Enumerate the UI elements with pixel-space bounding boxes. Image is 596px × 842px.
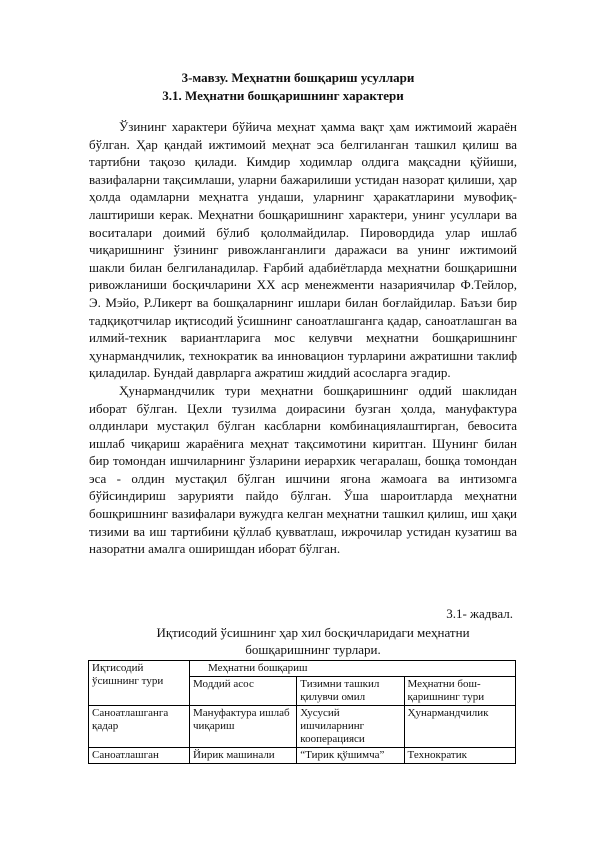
paragraph: Ўзининг характери бўйича меҳнат ҳамма вақт ҳам ижтимоий жараён бўлган. Ҳар қандай ижтимоий меҳнат эса белгиланган ташкил қилиш ва тартибни тақозо қилади. Кимдир ходимлар олдига мақсадни қўйиши, вазифаларни тақсимлаши, уларни бажарилиши устидан назорат қилиши, ҳар ҳолда одамларни меҳнатга ундаши, уларнинг ҳаракатларини мувофиқ- лаштириши керак. Меҳнатни бошқаришнинг характери, унинг усуллари ва воситалари доимий бўлиб қололмайдилар. Пировордида улар ишлаб чиқаришнинг ўзининг ривожланганлиги даражаси ва унинг ижтимоий шакли билан белгиланадилар. Ғарбий адабиётларда меҳнатни бошқаришни ривожланиши босқичларини ХХ аср менежменти назариячилар Ф.Тейлор, Э. Мэйо, Р.Ликерт ва бошқаларнинг ишлари билан боғлайдилар. Баъзи бир тадқиқотчилар иқтисодий ўсишнинг саноатлашганга қадар, саноатлашган ва илмий-техник вариантларига мос келувчи меҳнатни бошқаришнинг ҳунармандчилик, технократик ва инновацион турларини ажратишни таклиф қиладилар. Бундай даврларга ажратиш жиддий асосларга эгадир. <box>89 119 517 381</box>
header-cell: Меҳнатни бош- қаришнинг тури <box>404 677 515 706</box>
topic-title: 3-мавзу. Меҳнатни бошқариш усуллари <box>181 70 415 85</box>
table-cell: Технократик <box>404 748 515 764</box>
table-cell: Мануфактура ишлаб чиқариш <box>190 706 297 748</box>
table-cell: “Тирик қўшимча” <box>297 748 404 764</box>
table-cell: Ҳунармандчилик <box>404 706 515 748</box>
header-group-cell: Меҳнатни бошқариш <box>190 661 516 677</box>
table-row <box>89 706 516 748</box>
table-caption-line: бошқаришнинг турлари. <box>245 642 381 657</box>
table-header-row <box>89 661 516 677</box>
table-caption <box>120 624 506 658</box>
header-cell: Моддий асос <box>190 677 297 706</box>
table-cell: Саноатлашганга қадар <box>89 706 190 748</box>
table-cell: Саноатлашган <box>89 748 190 764</box>
table-cell: Йирик машинали <box>190 748 297 764</box>
table-row <box>89 748 516 764</box>
paragraph: Ҳунармандчилик тури меҳнатни бошқаришнинг оддий шаклидан иборат бўлган. Цехли тузилма доирасини бузган ҳолда, мануфактура олдинлари мустақил бўлган касбларни комбинациялаштирган, бевосита ишлаб чиқариш жараёнига меҳнат тақсимотини киритган. Шунинг билан бир томондан ишчиларнинг ўзларини иерархик чегаралаш, бошқа томондан эса - олдин мустақил бўлган ишчини ягона жамоага ва интизомга бўйсиндириш зарурияти пайдо бўлган. Ўша шароитларда меҳнатни бошқришнинг вазифалари вужудга келган меҳнатни ташкил қилиш, иш ҳақи тизими ва иш тартибини қўллаб қувватлаш, ижрочилар устидан кузатиш ва назоратни амалга оширишдан иборат бўлган. <box>89 382 517 557</box>
table-cell: Хусусий ишчиларнинг кооперацияси <box>297 706 404 748</box>
header-cell: Иқтисодий ўсишнинг тури <box>89 661 190 706</box>
header-cell: Тизимни ташкил қилувчи омил <box>297 677 404 706</box>
body-text <box>89 118 517 558</box>
table-reference: 3.1- жадвал. <box>446 606 513 621</box>
section-title: 3.1. Меҳнатни бошқаришнинг характери <box>162 88 404 103</box>
management-types-table <box>88 660 516 764</box>
table-caption-line: Иқтисодий ўсишнинг ҳар хил босқичларидаги меҳнатни <box>156 625 470 640</box>
